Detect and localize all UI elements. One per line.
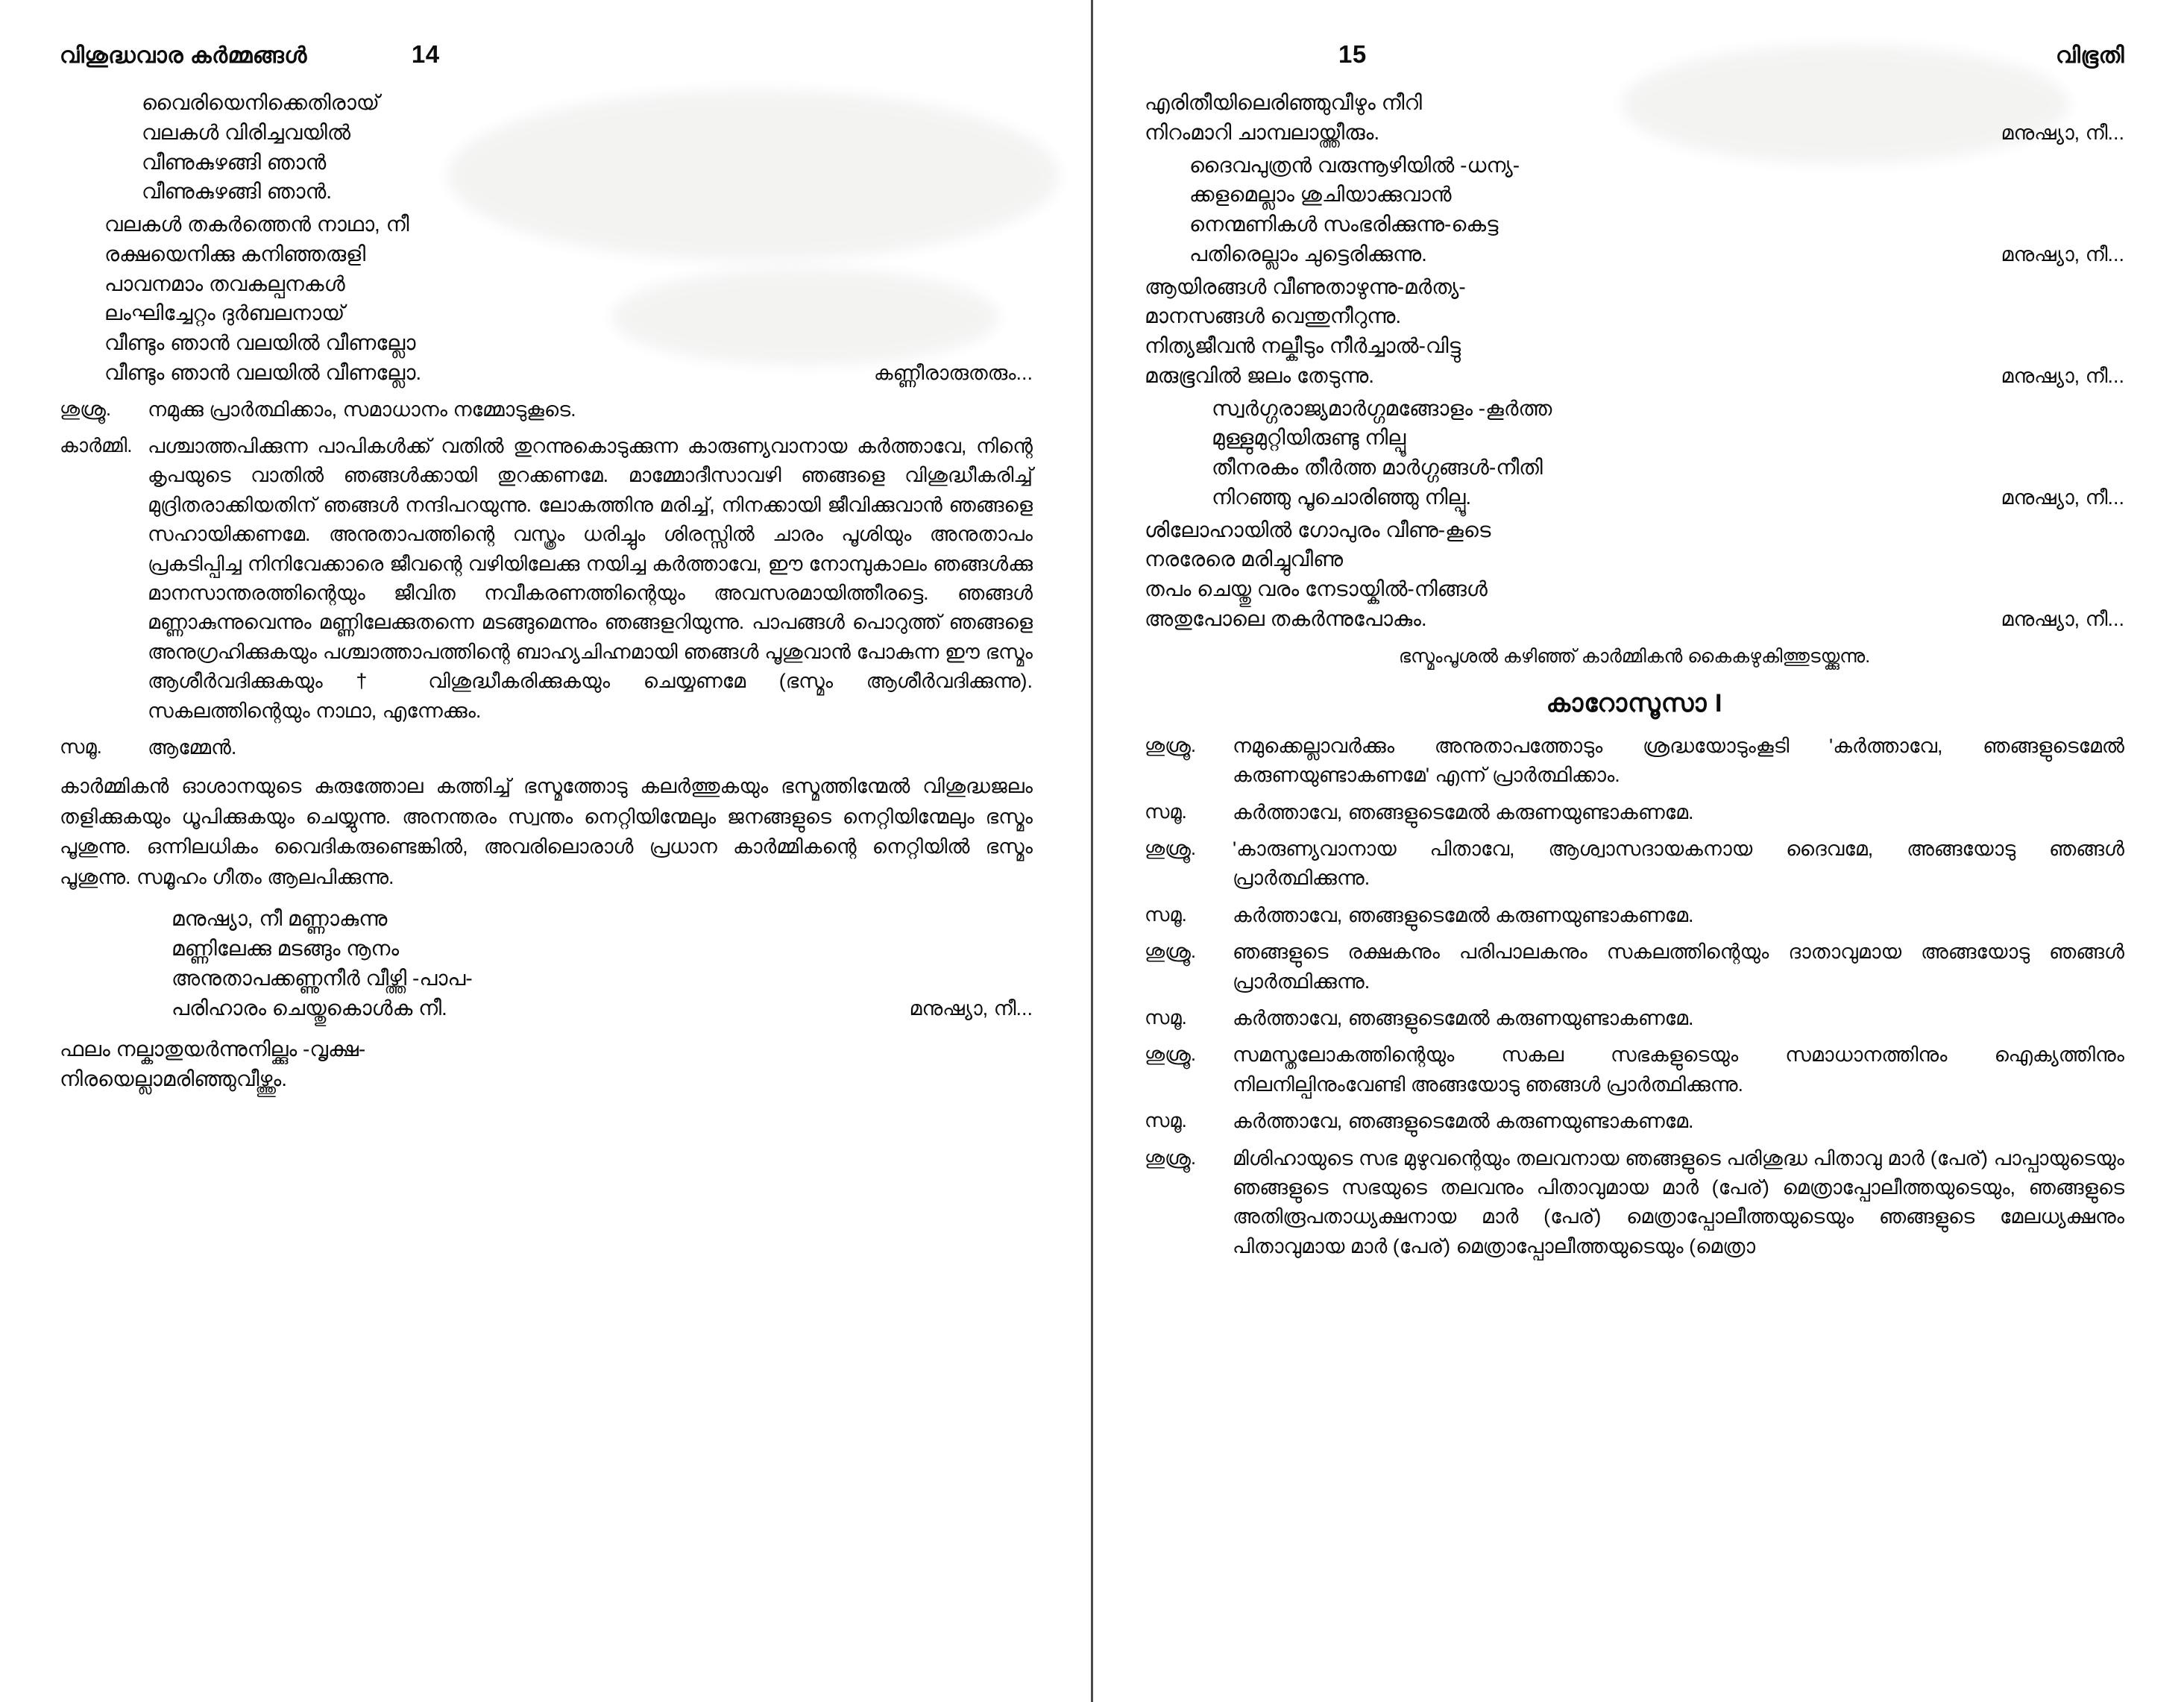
refrain-cue: മനുഷ്യാ, നീ...	[2001, 607, 2124, 630]
refrain-cue: മനുഷ്യാ, നീ...	[2001, 121, 2124, 144]
page-number-right: 15	[1338, 40, 1367, 68]
verse-last-line-with-refrain	[1145, 118, 2124, 148]
verse-last-line-with-refrain	[1212, 483, 2124, 512]
verse-line: തപം ചെയ്തു വരം നേടായ്കിൽ-നിങ്ങൾ	[1145, 577, 1488, 600]
verse-line: മുള്ളുമുറ്റിയിരുണ്ടു നില്പൂ	[1212, 426, 1406, 450]
speaker-label: സമൂ.	[1145, 1006, 1187, 1029]
speaker-label: സമൂ.	[1145, 902, 1187, 926]
verse-line: നരരേരെ മരിച്ചുവീണു	[1145, 547, 1343, 571]
verse-line: എരിതീയിലെരിഞ്ഞുവീഴും നീറി	[1145, 91, 1423, 114]
speech-line	[1145, 732, 2124, 791]
verse-block	[60, 88, 1033, 207]
speaker-label: ശുശ്രൂ.	[1145, 733, 1197, 756]
speech-line	[1145, 835, 2124, 894]
speaker-label: സമൂ.	[60, 735, 102, 758]
verse-line: ദൈവപുത്രൻ വരുന്നൂഴിയിൽ -ധന്യ-	[1189, 153, 1520, 177]
speech-text: 'കാരുണ്യവാനായ പിതാവേ, ആശ്വാസദായകനായ ദൈവമേ, അങ്ങയോടു ഞങ്ങൾ പ്രാർത്ഥിക്കുന്നു.	[1233, 837, 2124, 890]
verse-line: പാവനമാം തവകല്പനകൾ	[104, 271, 345, 295]
section-title: കാറോസൂസാ I	[1546, 688, 1723, 717]
book-gutter	[1085, 0, 1100, 1702]
verse-line: വൈരിയെനിക്കെതിരായ്	[142, 91, 380, 114]
rubric-line: ഭസ്മംപൂശൽ കഴിഞ്ഞ് കാർമ്മികൻ കൈകഴുകിത്തുടയ്ക്കുന്നു.	[1398, 645, 1871, 667]
verse-block	[60, 904, 1033, 1023]
speech-text: കർത്താവേ, ഞങ്ങളുടെമേൽ കരുണയുണ്ടാകണമേ.	[1233, 800, 1694, 823]
speech-text: ഞങ്ങളുടെ രക്ഷകനും പരിപാലകനും സകലത്തിന്റെയും ദാതാവുമായ അങ്ങയോടു ഞങ്ങൾ പ്രാർത്ഥിക്കുന്നു.	[1233, 941, 2124, 993]
left-page-header	[60, 40, 1033, 69]
verse-last-line-with-refrain	[1145, 604, 2124, 634]
verse-last-line-with-refrain	[171, 993, 1033, 1023]
refrain-cue: മനുഷ്യാ, നീ...	[2001, 486, 2124, 509]
verse-line: നിത്യജീവൻ നല്കീടും നീർച്ചാൽ-വിട്ടു	[1145, 334, 1461, 357]
verse-line: അതുപോലെ തകർന്നുപോകും.	[1145, 606, 1427, 630]
verse-line: ക്കളമെല്ലാം ശുചിയാക്കുവാൻ	[1189, 183, 1452, 207]
verse-last-line-with-refrain	[104, 358, 1033, 388]
right-page-header	[1145, 40, 2124, 69]
speech-line	[60, 395, 1033, 424]
verse-line: മനുഷ്യാ, നീ മണ്ണാകുന്നു	[171, 907, 388, 931]
verse-line: വലകൾ തകർത്തെൻ നാഥാ, നീ	[104, 213, 409, 236]
speech-text: മിശിഹായുടെ സഭ മുഴുവന്റെയും തലവനായ ഞങ്ങളുടെ പരിശുദ്ധ പിതാവു മാർ (പേര്) പാപ്പായുടെയും ഞങ്ങളുടെ സഭയുടെ തലവനും പിതാവുമായ മാർ (പേര്) മെത്രാപ്പോലീത്തയുടെയും, ഞങ്ങളുടെ അതിരൂപതാധ്യക്ഷനായ മാർ (പേര്) മെത്രാപ്പോലീത്തയുടെയും ഞങ്ങളുടെ മേലധ്യക്ഷനും പിതാവുമായ മാർ (പേര്) മെത്രാപ്പോലീത്തയുടെയും (മെത്രാ	[1233, 1146, 2124, 1257]
speech-line	[1145, 1040, 2124, 1099]
speech-line	[1145, 938, 2124, 996]
verse-line: നിറഞ്ഞു പൂചൊരിഞ്ഞു നില്പൂ.	[1212, 485, 1472, 509]
left-page	[0, 0, 1085, 1702]
speaker-label: ശുശ്രൂ.	[1145, 940, 1197, 963]
speech-text: പശ്ചാത്തപിക്കുന്ന പാപികൾക്ക് വതിൽ തുറന്നുകൊടുക്കുന്ന കാരുണ്യവാനായ കർത്താവേ, നിന്റെ കൃപയുടെ വാതിൽ ഞങ്ങൾക്കായി തുറക്കണമേ. മാമ്മോദീസാവഴി ഞങ്ങളെ വിശുദ്ധീകരിച്ച് മുദ്രിതരാക്കിയതിന് ഞങ്ങൾ നന്ദിപറയുന്നു. ലോകത്തിനു മരിച്ച്, നിനക്കായി ജീവിക്കുവാൻ ഞങ്ങളെ സഹായിക്കണമേ. അനുതാപത്തിന്റെ വസ്ത്രം ധരിച്ചും ശിരസ്സിൽ ചാരം പൂശിയും അനുതാപം പ്രകടിപ്പിച്ച നിനിവേക്കാരെ ജീവന്റെ വഴിയിലേക്കു നയിച്ച കർത്താവേ, ഈ നോമ്പുകാലം ഞങ്ങൾക്കു മാനസാന്തരത്തിന്റെയും ജീവിത നവീകരണത്തിന്റെയും അവസരമായിത്തീരട്ടെ. ഞങ്ങൾ മണ്ണാകുന്നുവെന്നും മണ്ണിലേക്കുതന്നെ മടങ്ങുമെന്നും ഞങ്ങളറിയുന്നു. പാപങ്ങൾ പൊറുത്ത് ഞങ്ങളെ അനുഗ്രഹിക്കുകയും പശ്ചാത്താപത്തിന്റെ ബാഹ്യചിഹ്നമായി ഞങ്ങൾ പൂശുവാൻ പോകുന്ന ഈ ഭസ്മം ആശീർവദിക്കുകയും † വിശുദ്ധീകരിക്കുകയും ചെയ്യണമേ (ഭസ്മം ആശീർവദിക്കുന്നു). സകലത്തിന്റെയും നാഥാ, എന്നേക്കും.	[148, 434, 1033, 722]
refrain-cue: കണ്ണീരാരുതരും...	[873, 361, 1033, 384]
speaker-label: കാർമ്മി.	[60, 433, 133, 456]
speaker-label: ശുശ്രൂ.	[1145, 836, 1197, 859]
verse-block	[60, 1034, 1033, 1094]
speaker-label: സമൂ.	[1145, 1109, 1187, 1132]
refrain-cue: മനുഷ്യാ, നീ...	[2001, 242, 2124, 266]
verse-line: നിരയെല്ലാമരിഞ്ഞുവീഴ്ത്തും.	[60, 1067, 288, 1091]
verse-line: തീനരകം തീർത്ത മാർഗ്ഗങ്ങൾ-നീതി	[1212, 456, 1543, 479]
speaker-label: സമൂ.	[1145, 800, 1187, 823]
speech-line	[1145, 1004, 2124, 1033]
speech-line	[60, 432, 1033, 726]
speaker-label: ശുശ്രൂ.	[1145, 1043, 1197, 1066]
verse-block	[1145, 88, 2124, 148]
speech-text: കർത്താവേ, ഞങ്ങളുടെമേൽ കരുണയുണ്ടാകണമേ.	[1233, 1110, 1694, 1133]
speaker-label: ശുശ്രൂ.	[1145, 1146, 1197, 1169]
speech-text: കർത്താവേ, ഞങ്ങളുടെമേൽ കരുണയുണ്ടാകണമേ.	[1233, 903, 1694, 926]
speaker-label: ശുശ്രൂ.	[60, 397, 112, 420]
verse-block	[1145, 394, 2124, 512]
verse-line: മണ്ണിലേക്കു മടങ്ങും നൂനം	[171, 937, 400, 961]
refrain-cue: മനുഷ്യാ, നീ...	[2001, 364, 2124, 387]
verse-line: വീണുകുഴങ്ങി ഞാൻ	[142, 150, 327, 174]
verse-block	[1145, 151, 2124, 269]
verse-last-line-with-refrain	[1189, 239, 2124, 269]
verse-line: നിറംമാറി ചാമ്പലായ്ത്തീരും.	[1145, 120, 1380, 144]
speech-text: സമസ്തലോകത്തിന്റെയും സകല സഭകളുടെയും സമാധാനത്തിനും ഐക്യത്തിനും നിലനില്പിനുംവേണ്ടി അങ്ങയോടു ഞങ്ങൾ പ്രാർത്ഥിക്കുന്നു.	[1233, 1043, 2124, 1096]
rubric-paragraph: കാർമ്മികൻ ഓശാനയുടെ കുരുത്തോല കത്തിച്ച് ഭസ്മത്തോടു കലർത്തുകയും ഭസ്മത്തിന്മേൽ വിശുദ്ധജലം തളിക്കുകയും ധൂപിക്കുകയും ചെയ്യുന്നു. അനന്തരം സ്വന്തം നെറ്റിയിന്മേലും ജനങ്ങളുടെ നെറ്റിയിന്മേലും ഭസ്മം പൂശുന്നു. ഒന്നിലധികം വൈദികരുണ്ടെങ്കിൽ, അവരിലൊരാൾ പ്രധാന കാർമ്മികന്റെ നെറ്റിയിൽ ഭസ്മം പൂശുന്നു. സമൂഹം ഗീതം ആലപിക്കുന്നു.	[60, 775, 1033, 888]
speech-line	[1145, 798, 2124, 827]
verse-line: അനുതാപക്കണ്ണുനീർ വീഴ്ത്തി -പാപ-	[171, 966, 473, 990]
speech-text: നമുക്കെല്ലാവർക്കും അനുതാപത്തോടും ശ്രദ്ധയോടുംകൂടി 'കർത്താവേ, ഞങ്ങളുടെമേൽ കരുണയുണ്ടാകണമേ' എന്ന് പ്രാർത്ഥിക്കാം.	[1233, 734, 2124, 787]
verse-line: വീണ്ടും ഞാൻ വലയിൽ വീണല്ലോ	[104, 331, 416, 354]
verse-block	[1145, 515, 2124, 634]
verse-line: ആയിരങ്ങൾ വീണുതാഴുന്നു-മർത്യ-	[1145, 274, 1466, 298]
speech-line	[1145, 1144, 2124, 1262]
verse-line: ശിലോഹായിൽ ഗോപുരം വീണു-കൂടെ	[1145, 518, 1491, 541]
speech-line	[1145, 1107, 2124, 1136]
page-number-left: 14	[411, 40, 440, 68]
speech-line	[60, 733, 1033, 762]
verse-line: വീണ്ടും ഞാൻ വലയിൽ വീണല്ലോ.	[104, 360, 422, 384]
right-page	[1100, 0, 2184, 1702]
verse-line: വീണുകുഴങ്ങി ഞാൻ.	[142, 180, 333, 204]
running-head-left: വിശുദ്ധവാര കർമ്മങ്ങൾ	[60, 43, 307, 68]
speech-line	[1145, 901, 2124, 930]
speech-text: ആമ്മേൻ.	[148, 735, 237, 759]
verse-line: പതിരെല്ലാം ചുട്ടെരിക്കുന്നു.	[1189, 242, 1427, 266]
speech-text: കർത്താവേ, ഞങ്ങളുടെമേൽ കരുണയുണ്ടാകണമേ.	[1233, 1007, 1694, 1029]
verse-line: മാനസങ്ങൾ വെന്തുനീറുന്നു.	[1145, 304, 1402, 328]
verse-line: മരുഭൂവിൽ ജലം തേടുന്നു.	[1145, 363, 1374, 387]
verse-line: നെന്മണികൾ സംഭരിക്കുന്നു-കെട്ട	[1189, 213, 1499, 236]
verse-line: രക്ഷയെനിക്കു കനിഞ്ഞരുളി	[104, 242, 366, 266]
speech-text: നമുക്കു പ്രാർത്ഥിക്കാം, സമാധാനം നമ്മോടുകൂടെ.	[148, 398, 576, 421]
verse-line: ഫലം നല്കാതുയർന്നുനില്ക്കും -വൃക്ഷ-	[60, 1037, 366, 1061]
verse-line: വലകൾ വിരിച്ചവയിൽ	[142, 120, 351, 144]
verse-block	[1145, 272, 2124, 391]
verse-block	[60, 210, 1033, 388]
verse-line: പരിഹാരം ചെയ്തുകൊൾക നീ.	[171, 996, 447, 1020]
verse-line: സ്വർഗ്ഗരാജ്യമാർഗ്ഗമങ്ങോളം -കൂർത്ത	[1212, 396, 1552, 420]
refrain-cue: മനുഷ്യാ, നീ...	[909, 996, 1033, 1020]
running-head-right: വിഭൂതി	[2055, 43, 2124, 68]
verse-line: ലംഘിച്ചേറ്റം ദുർബലനായ്	[104, 301, 345, 325]
verse-last-line-with-refrain	[1145, 361, 2124, 391]
